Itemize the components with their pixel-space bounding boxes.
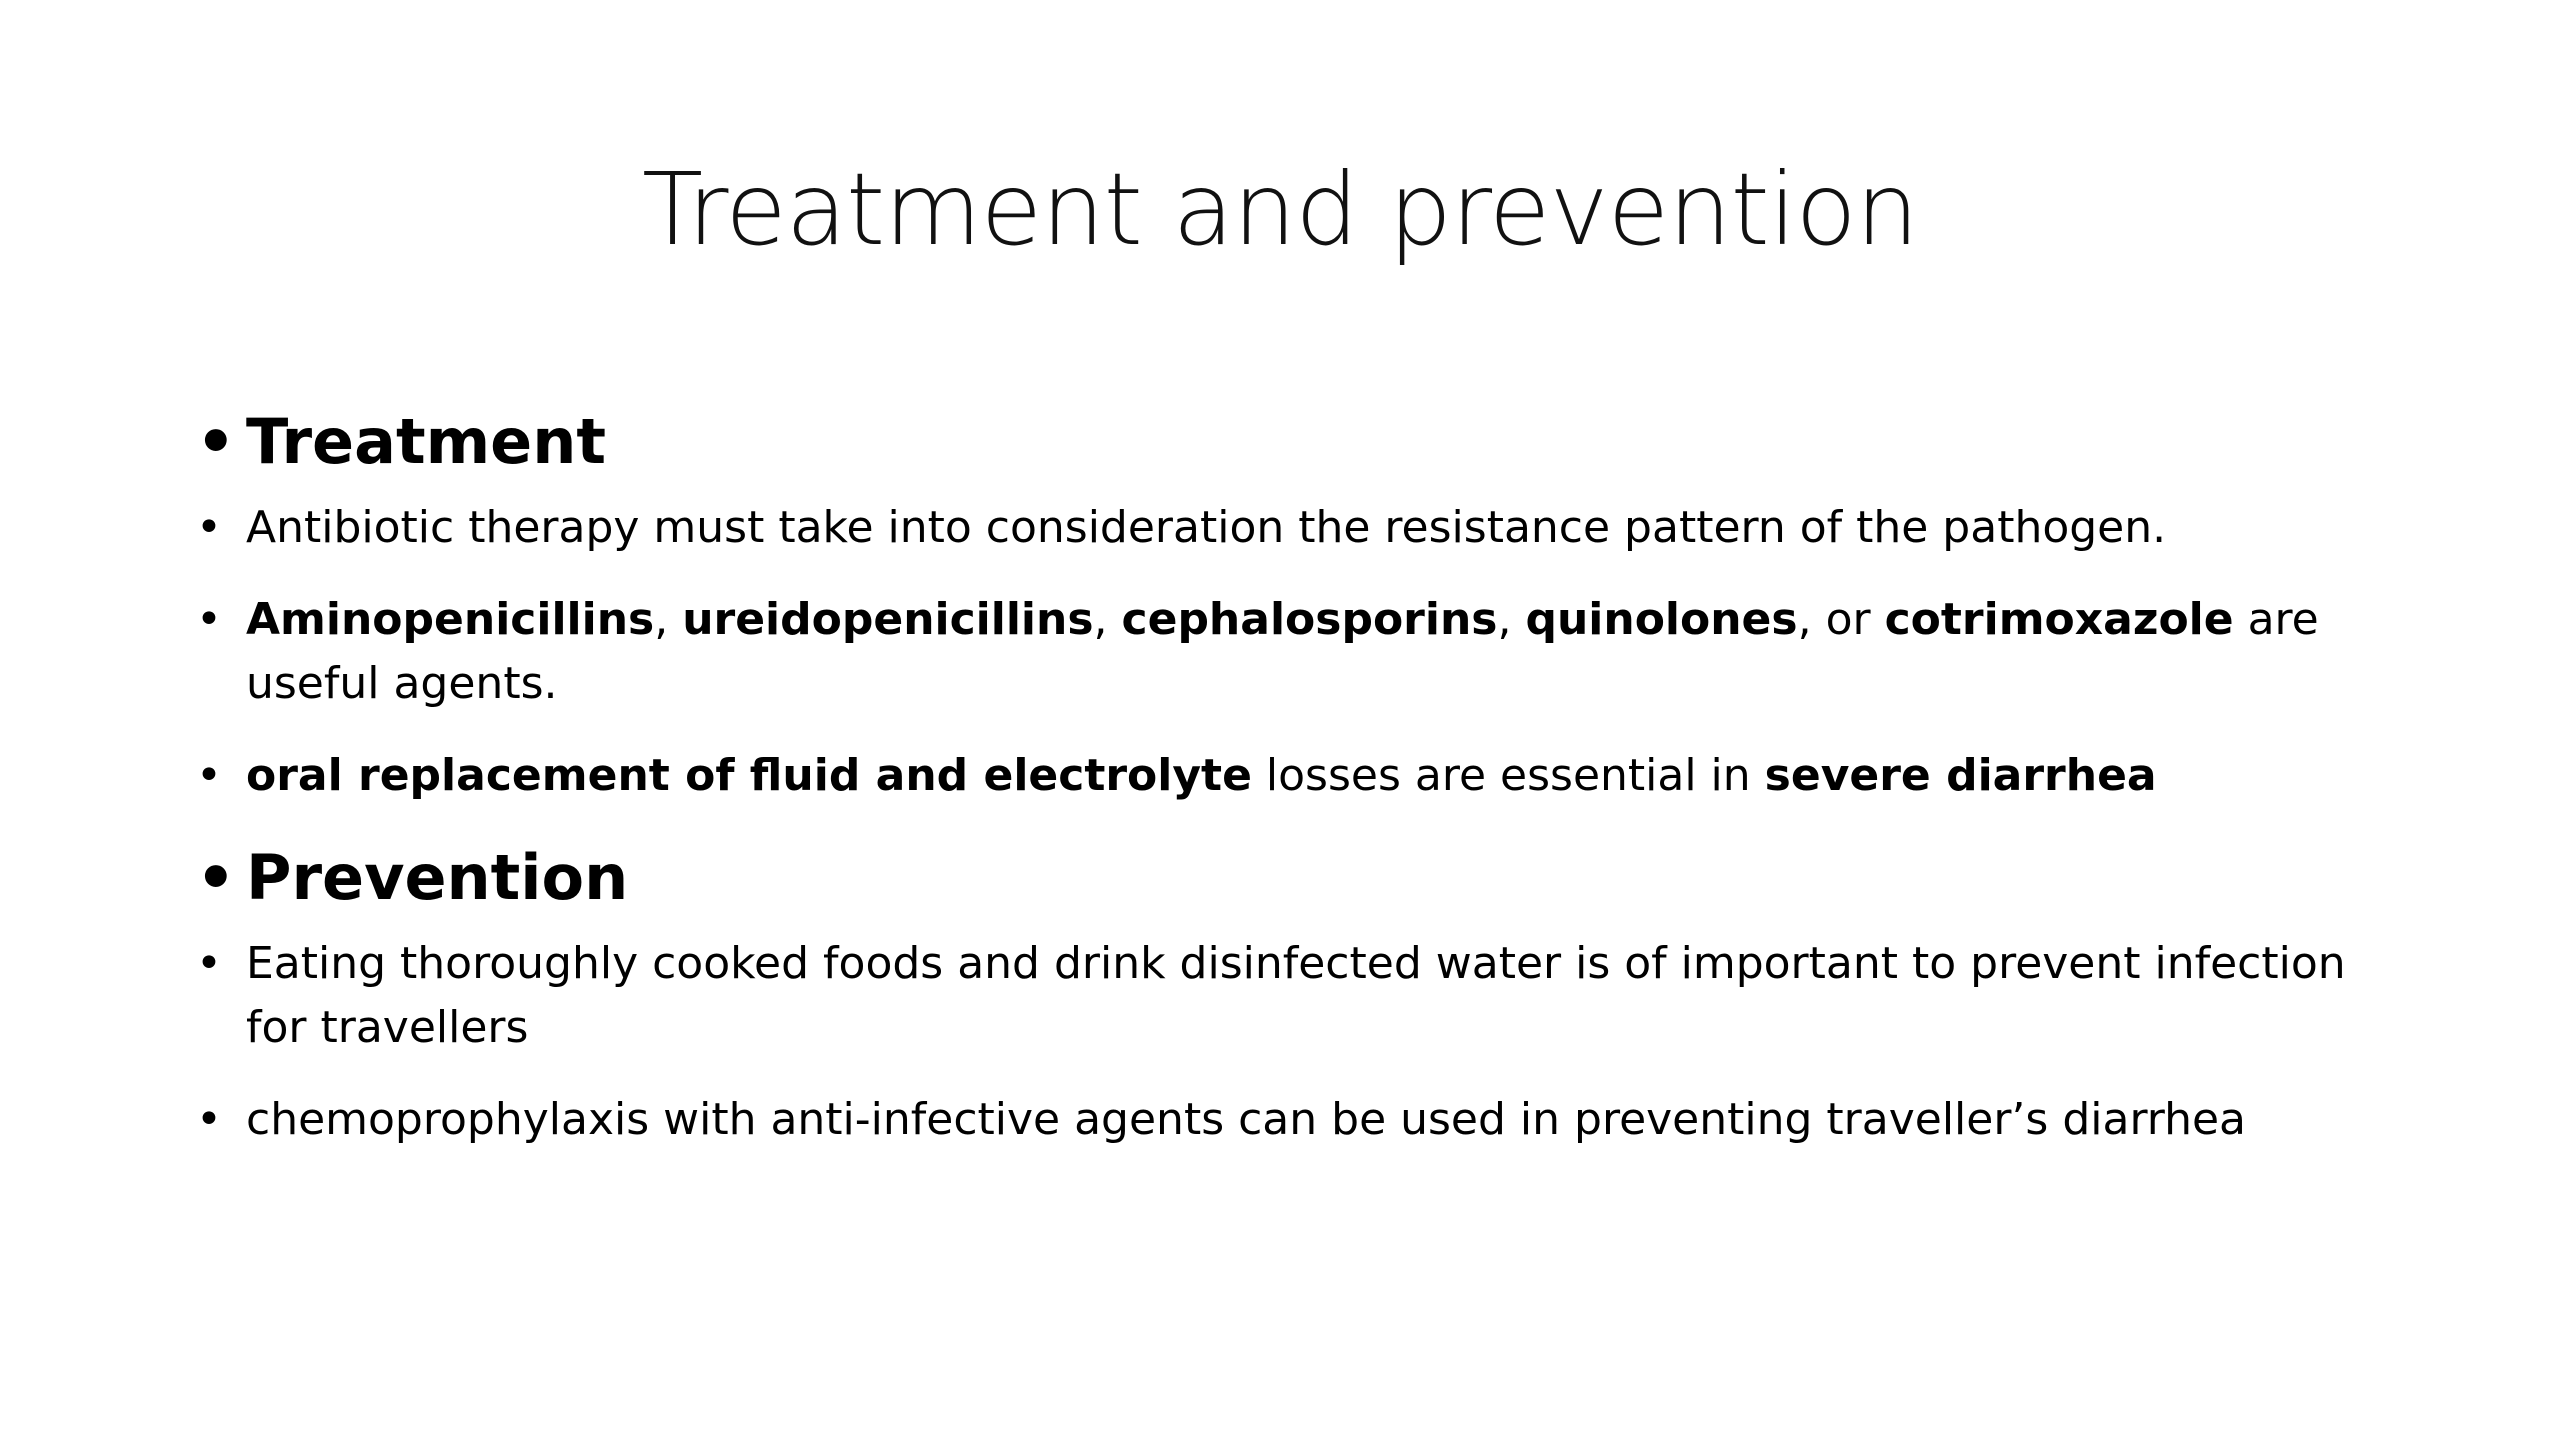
bullet-dot-icon: •	[196, 1094, 222, 1145]
bullet-oral-replacement	[196, 744, 2376, 808]
bullet-useful-agents	[196, 588, 2376, 716]
bullet-dot-icon: •	[196, 405, 236, 478]
bullet-dot-icon: •	[196, 750, 222, 801]
oral-replacement-middle: losses are essential in	[1251, 750, 1765, 801]
slide-title: Treatment and prevention	[641, 151, 1919, 268]
bullet-chemoprophylaxis	[196, 1088, 2376, 1152]
bullet-heading-treatment	[196, 400, 2376, 484]
bullet-dot-icon: •	[196, 502, 222, 553]
bullet-cooked-foods	[196, 932, 2376, 1060]
bullet-dot-icon: •	[196, 841, 236, 914]
heading-prevention-text: Prevention	[246, 841, 629, 914]
chemoprophylaxis-text: chemoprophylaxis with anti-infective agents can be used in preventing traveller’s diarrhea	[246, 1094, 2247, 1145]
separator: ,	[1093, 594, 1122, 645]
bullet-antibiotic-therapy	[196, 496, 2376, 560]
bullet-heading-prevention	[196, 836, 2376, 920]
separator: ,	[1497, 594, 1526, 645]
bullet-dot-icon: •	[196, 594, 222, 645]
slide-content	[196, 400, 2376, 1180]
bullet-dot-icon: •	[196, 938, 222, 989]
useful-agents-tail: are useful agents.	[246, 594, 2319, 709]
antibiotic-therapy-text: Antibiotic therapy must take into consideration the resistance pattern of the pathogen.	[246, 502, 2167, 553]
drug-quinolones: quinolones	[1525, 594, 1798, 645]
drug-aminopenicillins: Aminopenicillins	[246, 594, 655, 645]
cooked-foods-text: Eating thoroughly cooked foods and drink disinfected water is of important to prevent infection for travellers	[246, 938, 2346, 1053]
severe-diarrhea-bold: severe diarrhea	[1764, 750, 2157, 801]
drug-ureidopenicillins: ureidopenicillins	[682, 594, 1094, 645]
heading-treatment-text: Treatment	[246, 405, 607, 478]
drug-cotrimoxazole: cotrimoxazole	[1884, 594, 2234, 645]
separator: , or	[1797, 594, 1885, 645]
separator: ,	[654, 594, 683, 645]
drug-cephalosporins: cephalosporins	[1121, 594, 1498, 645]
oral-replacement-bold: oral replacement of fluid and electrolyte	[246, 750, 1252, 801]
